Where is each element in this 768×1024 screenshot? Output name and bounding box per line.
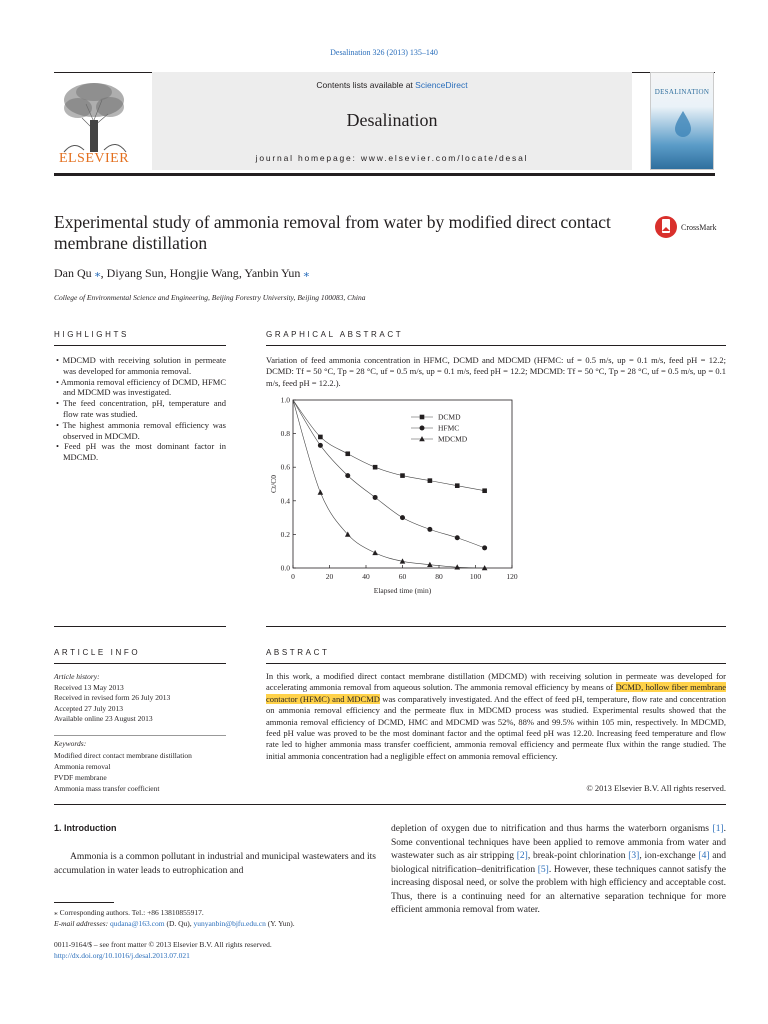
history-entry: Available online 23 August 2013 [54,714,153,724]
author-name[interactable]: Dan Qu [54,266,92,280]
elsevier-tree-logo-icon [54,80,134,154]
data-point-mdcmd [372,550,378,555]
crossmark-icon [654,212,726,242]
keyword[interactable]: PVDF membrane [54,773,107,782]
y-tick-label: 0.0 [280,563,290,573]
author-separator: , [238,266,245,280]
history-entry: Received 13 May 2013 [54,683,124,692]
legend-marker-hfmc [420,426,425,431]
highlights-list [54,355,226,463]
legend-marker-dcmd [420,415,425,420]
reference-link[interactable]: [1] [712,824,724,834]
keywords-divider [54,735,226,736]
x-tick-label: 0 [291,572,295,581]
chart-axes [269,396,518,596]
sciencedirect-link[interactable]: ScienceDirect [415,80,468,90]
data-point-dcmd [400,473,405,478]
author-list [54,266,309,281]
contents-prefix: Contents lists available at [316,80,416,90]
author-separator: , [100,266,107,280]
corresponding-author-footnote: ⁎ Corresponding authors. Tel.: +86 13810855917. [54,908,204,917]
x-tick-label: 20 [325,572,334,581]
highlighted-text[interactable]: DCMD, hollow fiber membrane contactor (HFMC) and MDCMD [266,682,726,704]
author-separator: , [163,266,170,280]
reference-link[interactable]: [5] [537,864,549,875]
cover-title: DESALINATION [654,88,710,96]
x-tick-label: 80 [435,572,443,581]
data-point-hfmc [482,545,487,550]
y-tick-label: 0.6 [280,462,290,472]
history-label: Article history: [54,672,100,681]
crossmark-badge[interactable] [654,212,726,242]
highlight-item: • The feed concentration, pH, temperature and flow rate was studied. [56,398,226,419]
graphical-abstract-caption: Variation of feed ammonia concentration in HFMC, DCMD and MDCMD (HFMC: uf = 0.5 m/s, up = 0.1 m/s, feed pH = 12.2; DCMD: Tf = 50 °C, Tp = 28 °C, uf = 0.5 m/s, up = 0.1 m/s, feed pH = 12.2; MDCMD: Tf = 50 °C, Tp = 28 °C, uf = 0.5 m/s, up = 0.1 m/s, feed pH = 12.2.). [266,355,726,388]
introduction-left-column: Ammonia is a common pollutant in industrial and municipal wastewaters and its accumulation in water leads to eutrophication and [54,852,376,876]
concentration-chart[interactable] [266,392,528,598]
keywords-label: Keywords: [54,739,87,748]
abstract-part: In this work, a modified direct contact membrane distillation (MDCMD) with receiving solution in permeate was developed for accelerating ammonia removal from aqueous solution. The ammonia removal efficiency by means of [266,671,726,693]
journal-name: Desalination [346,110,438,130]
data-point-dcmd [428,478,433,483]
series-line-hfmc [293,400,485,548]
article-info-heading: ARTICLE INFO [54,648,141,657]
elsevier-wordmark[interactable]: ELSEVIER [58,151,130,166]
x-tick-label: 100 [469,572,482,581]
data-point-hfmc [400,515,405,520]
y-tick-label: 0.4 [280,496,290,506]
y-axis-label: Ct/C0 [269,475,278,493]
data-point-hfmc [455,535,460,540]
corresponding-author-mark[interactable]: ⁎ [94,266,101,280]
legend-label-dcmd: DCMD [438,412,461,422]
article-title: Experimental study of ammonia removal from water by modified direct contact membrane distillation [54,212,611,253]
author-name[interactable]: Yanbin Yun [244,266,301,280]
reference-link[interactable]: [3] [628,851,640,861]
affiliation: College of Environmental Science and Engineering, Beijing Forestry University, Beijing 100083, China [54,293,366,302]
highlights-rule [54,345,226,346]
keyword[interactable]: Ammonia removal [54,762,111,771]
contents-available-line [152,80,632,90]
abstract-text [266,671,726,762]
email-footnote: E-mail addresses: qudana@163.com (D. Qu), yunyanbin@bjfu.edu.cn (Y. Yun). [54,919,295,928]
x-tick-label: 120 [506,572,518,581]
highlight-item: • Feed pH was the most dominant factor in MDCMD. [56,441,226,463]
data-point-hfmc [345,473,350,478]
introduction-right-column: depletion of oxygen due to nitrification and thus harms the waterborn organisms [1]. Some conventional techniques have been applied to remove ammonia from water and wastewater such as air stripping [2], break-point chlorination [3], ion-exchange [4] and biological nitrification–denitrification [5]. However, these techniques cannot satisfy the increasing disposal need, or solve the problem with high efficiency and acceptable cost. Thus, there is a continuing need for an alternative separation technique for more efficient ammonia removal from water. [391,824,726,915]
email-link[interactable]: qudana@163.com [109,919,165,928]
graphical-abstract-rule [266,345,726,346]
data-point-mdcmd [318,490,324,495]
data-point-hfmc [373,495,378,500]
history-entry: Received in revised form 26 July 2013 [54,693,171,703]
keyword[interactable]: Ammonia mass transfer coefficient [54,784,160,793]
abstract-rule [266,663,726,664]
data-point-dcmd [373,465,378,470]
reference-link[interactable]: [2] [516,851,528,861]
crossmark-label: CrossMark [681,223,717,232]
introduction-heading: 1. Introduction [54,823,117,833]
journal-cover-image[interactable] [650,72,714,170]
history-entry: Accepted 27 July 2013 [54,703,123,713]
legend-label-hfmc: HFMC [438,423,460,433]
section-divider [266,626,726,627]
data-point-dcmd [482,488,487,493]
journal-reference[interactable]: Desalination 326 (2013) 135–140 [330,48,438,57]
email-link[interactable]: yunyanbin@bjfu.edu.cn [193,919,266,928]
x-axis-label: Elapsed time (min) [373,586,432,595]
x-tick-label: 40 [362,572,370,581]
reference-link[interactable]: [4] [698,851,710,861]
abstract-copyright: © 2013 Elsevier B.V. All rights reserved. [586,783,726,793]
keyword[interactable]: Modified direct contact membrane distillation [54,751,192,760]
legend-label-mdcmd: MDCMD [438,434,468,444]
y-tick-label: 1.0 [280,395,290,405]
author-name[interactable]: Hongjie Wang [169,266,239,280]
abstract-part: was comparatively investigated. And the effect of feed pH, temperature, flow rate and concentration on ammonia removal efficiency and the permeate flux in MDCMD process was studied. Experimental results showed that the ammonia removal efficiency of DCMD, HMC and MDCMD was 52%, 88% and 99.5% within 105 min, respectively. In MDCMD, feed pH value was proved to be the most dominant factor and the optimal feed pH was 12.20. Increasing feed temperature and flow rate led to higher ammonia mass transfer coefficient, ammonia removal efficiency and permeate flux within the range studied. The initial ammonia concentration had a negligible effect on ammonia removal efficiency. [266,693,726,761]
data-point-hfmc [427,527,432,532]
highlight-item: • MDCMD with receiving solution in permeate was developed for ammonia removal. [56,355,226,376]
journal-homepage[interactable]: journal homepage: www.elsevier.com/locate/desal [255,153,529,163]
article-info-rule [54,663,226,664]
highlight-item: • Ammonia removal efficiency of DCMD, HFMC and MDCMD was investigated. [56,376,226,398]
issn-line: 0011-9164/$ – see front matter © 2013 Elsevier B.V. All rights reserved. [54,940,272,949]
data-point-dcmd [318,435,323,440]
chart-frame [293,400,512,568]
graphical-abstract-heading: GRAPHICAL ABSTRACT [266,330,404,339]
highlights-heading: HIGHLIGHTS [54,330,129,339]
highlight-item: • The highest ammonia removal efficiency was observed in MDCMD. [56,419,226,441]
y-tick-label: 0.8 [280,429,290,439]
doi-link[interactable]: http://dx.doi.org/10.1016/j.desal.2013.07.021 [54,951,190,960]
x-tick-label: 60 [398,572,407,581]
y-tick-label: 0.2 [280,529,290,539]
data-point-dcmd [455,483,460,488]
article-history-list [54,683,170,725]
abstract-bottom-rule [54,804,726,805]
abstract-heading: ABSTRACT [266,648,330,657]
footnote-rule [54,902,114,903]
data-point-hfmc [318,443,323,448]
author-name[interactable]: Diyang Sun [106,266,164,280]
data-point-dcmd [345,451,350,456]
corresponding-author-mark[interactable]: ⁎ [303,266,310,280]
header-bottom-rule [54,173,715,176]
chart-legend [411,413,468,444]
keywords-list [54,750,192,794]
section-divider [54,626,226,627]
